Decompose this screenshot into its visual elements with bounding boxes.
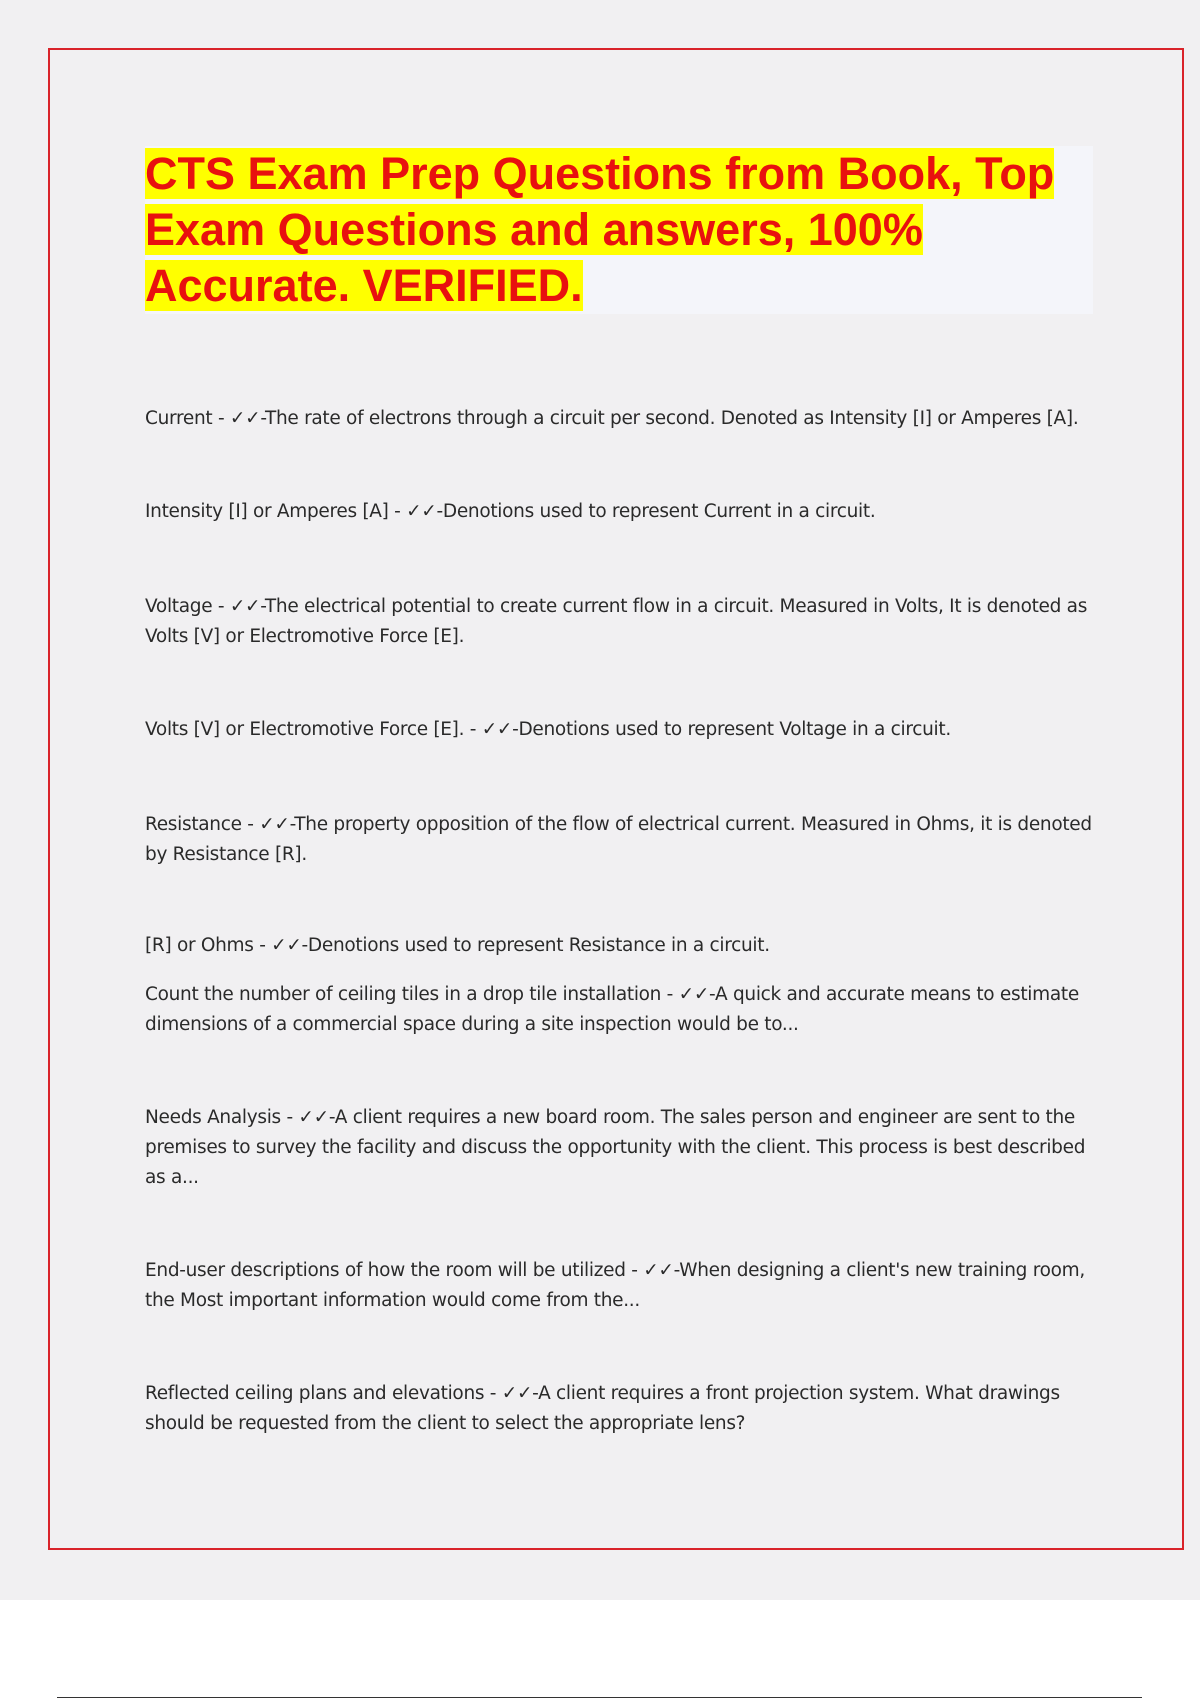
qa-entry-voltage: Voltage - ✓✓-The electrical potential to create current flow in a circuit. Measured in Volts, It is denoted as Volts [V] or Electromotive Force [E]. xyxy=(145,596,1088,647)
footer-divider xyxy=(57,1697,1142,1698)
qa-entry-end-user: End-user descriptions of how the room will be utilized - ✓✓-When designing a client's new training room, the Most important information would come from the... xyxy=(145,1260,1085,1311)
qa-entry-needs-analysis: Needs Analysis - ✓✓-A client requires a new board room. The sales person and engineer are sent to the premises to survey the facility and discuss the opportunity with the client. This process is best described as a... xyxy=(145,1107,1086,1188)
qa-entry-reflected-ceiling: Reflected ceiling plans and elevations - ✓✓-A client requires a front projection system. What drawings should be requested from the client to select the appropriate lens? xyxy=(145,1383,1060,1434)
qa-entry-volts: Volts [V] or Electromotive Force [E]. - ✓✓-Denotions used to represent Voltage in a circuit. xyxy=(145,719,951,740)
document-title xyxy=(145,146,1093,314)
qa-entry-current: Current - ✓✓-The rate of electrons through a circuit per second. Denoted as Intensity [I] or Amperes [A]. xyxy=(145,408,1079,429)
qa-entry-intensity: Intensity [I] or Amperes [A] - ✓✓-Denotions used to represent Current in a circuit. xyxy=(145,501,876,522)
qa-entry-resistance: Resistance - ✓✓-The property opposition of the flow of electrical current. Measured in Ohms, it is denoted by Resistance [R]. xyxy=(145,814,1092,865)
title-block xyxy=(145,146,1093,314)
qa-entry-ceiling-tiles: Count the number of ceiling tiles in a drop tile installation - ✓✓-A quick and accurate means to estimate dimensions of a commercial space during a site inspection would be to... xyxy=(145,984,1079,1035)
title-highlight: CTS Exam Prep Questions from Book, Top Exam Questions and answers, 100% Accurate. VERIFIED. xyxy=(145,148,1055,311)
qa-entry-ohms: [R] or Ohms - ✓✓-Denotions used to represent Resistance in a circuit. xyxy=(145,935,770,956)
